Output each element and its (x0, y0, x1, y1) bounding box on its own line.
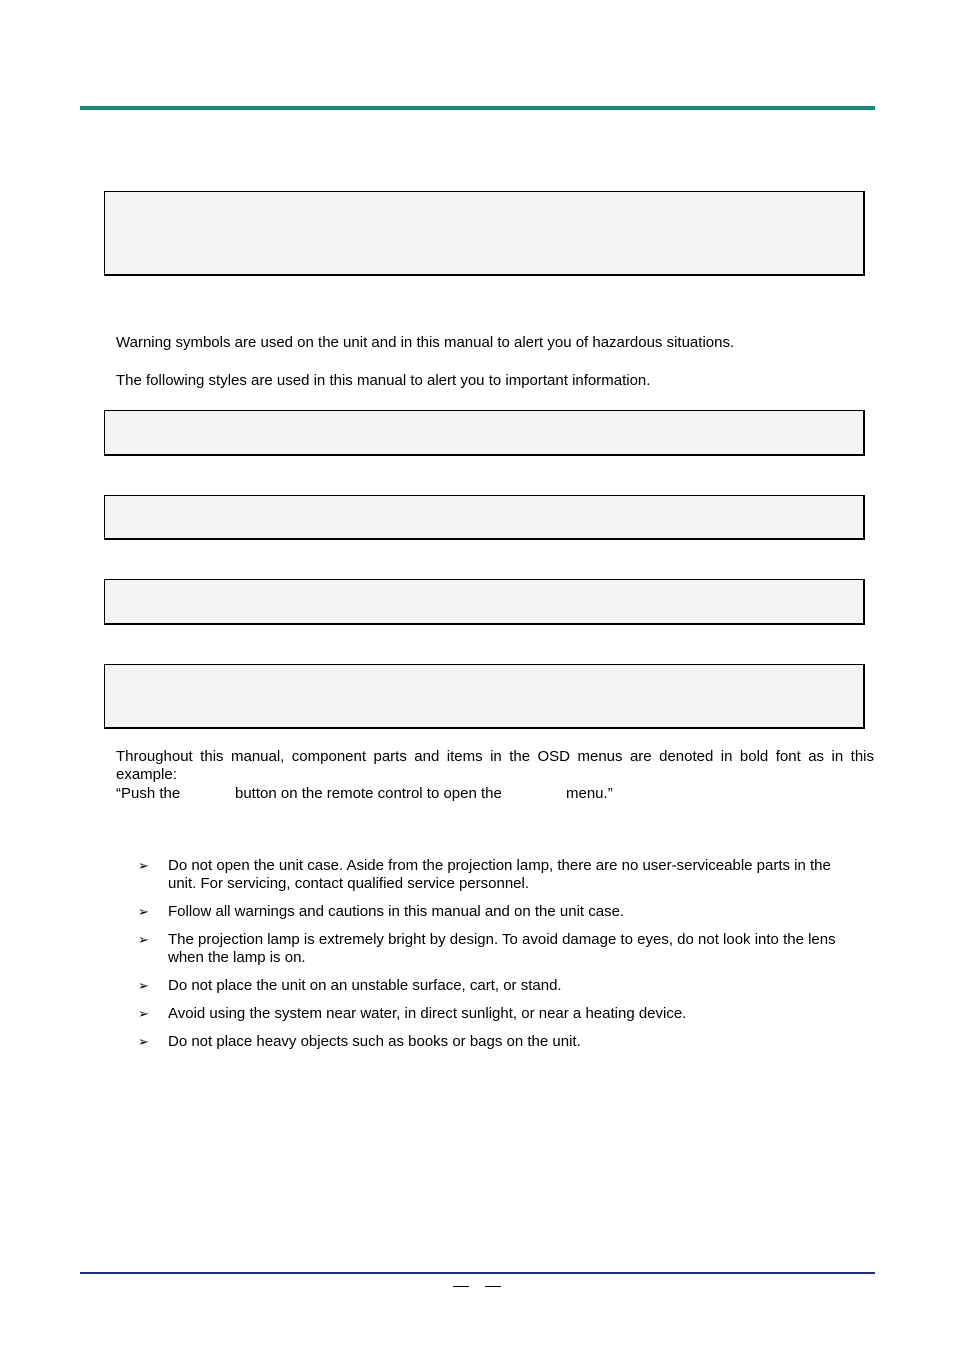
list-item: ➢ The projection lamp is extremely bright by design. To avoid damage to eyes, do not look into the lens when the lamp is on. (138, 931, 836, 966)
styles-info-text: The following styles are used in this manual to alert you to important information. (116, 372, 651, 389)
list-item: ➢ Follow all warnings and cautions in this manual and on the unit case. (138, 903, 625, 920)
list-item: ➢ Avoid using the system near water, in direct sunlight, or near a heating device. (138, 1005, 687, 1022)
osd-example-part2: button on the remote control to open the (235, 785, 502, 802)
warning-symbols-text: Warning symbols are used on the unit and in this manual to alert you of hazardous situations. (116, 334, 735, 351)
header-rule (80, 106, 875, 110)
arrow-bullet-icon: ➢ (138, 1034, 149, 1049)
list-item: ➢ Do not place heavy objects such as books or bags on the unit. (138, 1033, 581, 1050)
footer-rule (80, 1272, 875, 1274)
safety-list (138, 857, 858, 1061)
arrow-bullet-icon: ➢ (138, 904, 149, 919)
notice-box-main (104, 191, 865, 276)
page-number-dash-right (485, 1286, 501, 1287)
list-item: ➢ Do not place the unit on an unstable surface, cart, or stand. (138, 977, 562, 994)
list-item: ➢ Do not open the unit case. Aside from the projection lamp, there are no user-serviceable parts in the unit. For servicing, contact qualified service personnel. (138, 857, 831, 892)
style-box-3 (104, 579, 865, 625)
style-box-4 (104, 664, 865, 729)
osd-paragraph: Throughout this manual, component parts and items in the OSD menus are denoted in bold font as in this example: (116, 748, 874, 783)
osd-example-part1: “Push the (116, 785, 181, 802)
page-number-dash-left (453, 1286, 469, 1287)
arrow-bullet-icon: ➢ (138, 1006, 149, 1021)
arrow-bullet-icon: ➢ (138, 858, 149, 873)
arrow-bullet-icon: ➢ (138, 932, 149, 947)
osd-example-part3: menu.” (566, 785, 613, 802)
style-box-2 (104, 495, 865, 540)
arrow-bullet-icon: ➢ (138, 978, 149, 993)
style-box-1 (104, 410, 865, 456)
